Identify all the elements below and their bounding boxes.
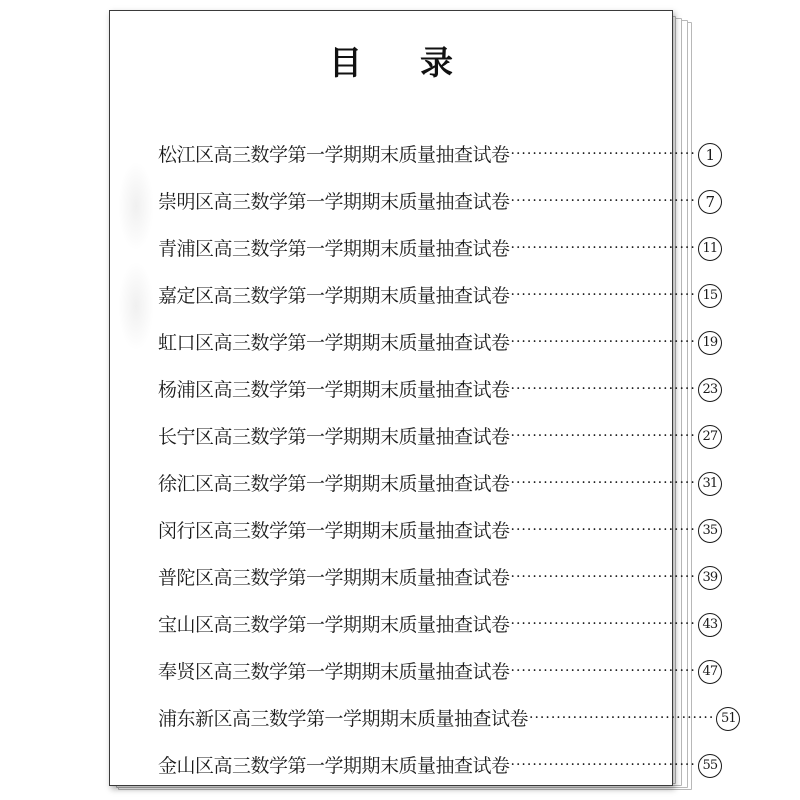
toc-entry[interactable] xyxy=(158,365,718,412)
toc-leader-dots: ·································· xyxy=(510,193,696,209)
page-title xyxy=(110,37,672,84)
toc-leader-dots: ·································· xyxy=(510,240,696,256)
toc-entry-title: 嘉定区高三数学第一学期期末质量抽查试卷 xyxy=(158,285,510,307)
toc-leader-dots: ·································· xyxy=(510,334,696,350)
toc-entry[interactable] xyxy=(158,741,718,788)
toc-entry[interactable] xyxy=(158,224,718,271)
toc-entry[interactable] xyxy=(158,553,718,600)
toc-entry[interactable] xyxy=(158,459,718,506)
title-char-left: 目 xyxy=(329,43,362,82)
toc-entry[interactable] xyxy=(158,412,718,459)
table-of-contents xyxy=(158,130,736,788)
toc-leader-dots: ·································· xyxy=(510,287,696,303)
toc-entry-title: 松江区高三数学第一学期期末质量抽查试卷 xyxy=(158,144,510,166)
toc-page-number: 1 xyxy=(698,143,722,167)
toc-entry-title: 崇明区高三数学第一学期期末质量抽查试卷 xyxy=(158,191,510,213)
toc-page-number: 55 xyxy=(698,754,722,778)
toc-page-number: 27 xyxy=(698,425,722,449)
toc-page-number: 11 xyxy=(698,237,722,261)
toc-entry[interactable] xyxy=(158,506,718,553)
toc-leader-dots: ·································· xyxy=(510,146,696,162)
toc-leader-dots: ·································· xyxy=(510,381,696,397)
toc-entry[interactable] xyxy=(158,271,718,318)
toc-leader-dots: ·································· xyxy=(510,663,696,679)
toc-entry-title: 普陀区高三数学第一学期期末质量抽查试卷 xyxy=(158,567,510,589)
toc-entry-title: 金山区高三数学第一学期期末质量抽查试卷 xyxy=(158,755,510,777)
toc-leader-dots: ·································· xyxy=(510,522,696,538)
toc-entry-title: 长宁区高三数学第一学期期末质量抽查试卷 xyxy=(158,426,510,448)
toc-entry-title: 奉贤区高三数学第一学期期末质量抽查试卷 xyxy=(158,661,510,683)
toc-entry-title: 浦东新区高三数学第一学期期末质量抽查试卷 xyxy=(158,708,529,730)
toc-entry[interactable] xyxy=(158,694,736,741)
toc-leader-dots: ·································· xyxy=(510,616,696,632)
toc-entry-title: 杨浦区高三数学第一学期期末质量抽查试卷 xyxy=(158,379,510,401)
toc-page-number: 31 xyxy=(698,472,722,496)
toc-page-number: 19 xyxy=(698,331,722,355)
toc-leader-dots: ·································· xyxy=(510,475,696,491)
toc-leader-dots: ·································· xyxy=(510,428,696,444)
toc-entry-title: 青浦区高三数学第一学期期末质量抽查试卷 xyxy=(158,238,510,260)
paper-smudge xyxy=(118,261,154,351)
toc-page-number: 39 xyxy=(698,566,722,590)
toc-leader-dots: ·································· xyxy=(510,757,696,773)
toc-page-number: 43 xyxy=(698,613,722,637)
toc-entry[interactable] xyxy=(158,647,718,694)
toc-page-number: 15 xyxy=(698,284,722,308)
toc-leader-dots: ·································· xyxy=(529,710,715,726)
toc-page-number: 35 xyxy=(698,519,722,543)
title-char-right: 录 xyxy=(420,43,453,82)
toc-entry[interactable] xyxy=(158,177,715,224)
toc-entry[interactable] xyxy=(158,600,718,647)
toc-entry[interactable] xyxy=(158,130,715,177)
document-page xyxy=(109,10,736,786)
toc-entry[interactable] xyxy=(158,318,718,365)
toc-entry-title: 宝山区高三数学第一学期期末质量抽查试卷 xyxy=(158,614,510,636)
toc-page-number: 23 xyxy=(698,378,722,402)
toc-entry-title: 徐汇区高三数学第一学期期末质量抽查试卷 xyxy=(158,473,510,495)
toc-page-number: 7 xyxy=(698,190,722,214)
toc-entry-title: 虹口区高三数学第一学期期末质量抽查试卷 xyxy=(158,332,510,354)
toc-leader-dots: ·································· xyxy=(510,569,696,585)
paper-smudge xyxy=(118,161,154,251)
toc-page-number: 51 xyxy=(716,707,740,731)
toc-page-number: 47 xyxy=(698,660,722,684)
toc-entry-title: 闵行区高三数学第一学期期末质量抽查试卷 xyxy=(158,520,510,542)
